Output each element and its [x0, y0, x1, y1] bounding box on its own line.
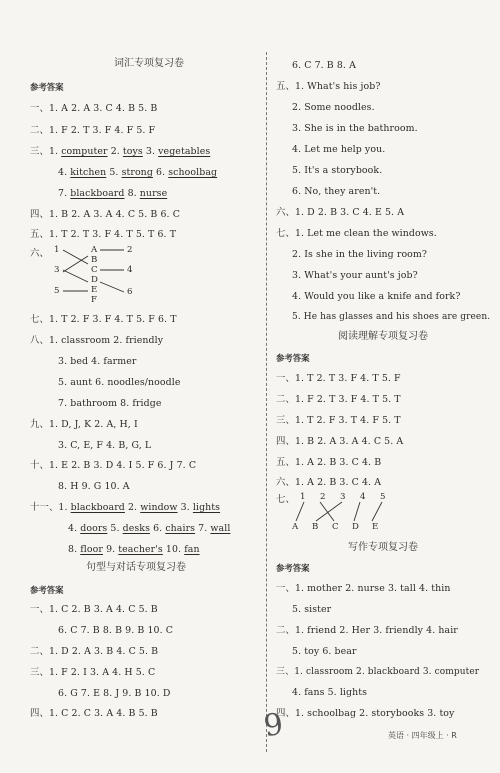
page-footer: 英语 · 四年级上 · R: [388, 731, 457, 740]
vocab-part-3-line-2: [58, 167, 217, 179]
match-bottom-item: A: [292, 522, 299, 532]
match-line: [63, 256, 88, 272]
reading-matching-diagram: [290, 490, 400, 536]
sentence-answer-heading: 参考答案: [30, 585, 64, 595]
match-left-item: 1: [54, 245, 60, 255]
answer-word: computer: [61, 146, 108, 157]
reading-section-title: 阅读理解专项复习卷: [338, 331, 428, 342]
writing-answer-heading: 参考答案: [276, 563, 310, 573]
sentence-part-1-line-2: 6. C 7. B 8. B 9. B 10. C: [58, 625, 174, 636]
match-line: [320, 502, 334, 521]
answer-word: schoolbag: [168, 167, 218, 178]
answer-word: blackboard: [70, 188, 125, 199]
sentence-part-1-line-1: 一、1. C 2. B 3. A 4. C 5. B: [30, 604, 158, 615]
answer-word: lights: [192, 502, 221, 513]
sentence-part-6: 六、1. D 2. B 3. C 4. E 5. A: [276, 207, 405, 218]
answer-number: 7.: [195, 523, 211, 534]
vocab-part-2: 二、1. F 2. T 3. F 4. F 5. F: [30, 125, 156, 136]
answer-word: doors: [80, 523, 108, 534]
sentence-part-3-line-2: 6. G 7. E 8. J 9. B 10. D: [58, 688, 171, 699]
answer-word: nurse: [139, 188, 168, 199]
match-left-item: 5: [54, 286, 60, 296]
vocab-part-1: 一、1. A 2. A 3. C 4. B 5. B: [30, 103, 158, 114]
answer-number: 2.: [107, 146, 123, 157]
writing-part-2-line-2: 5. toy 6. bear: [292, 646, 357, 657]
reading-part-4: 四、1. B 2. A 3. A 4. C 5. A: [276, 436, 404, 447]
answer-number: 5.: [107, 523, 123, 534]
answer-word: strong: [121, 167, 153, 178]
matching-lines: [52, 242, 162, 306]
reading-part-3: 三、1. T 2. F 3. T 4. F 5. T: [276, 415, 401, 426]
answer-number: 5.: [106, 167, 122, 178]
match-line: [296, 502, 304, 521]
answer-number: 4.: [68, 523, 81, 534]
vocab-section-title: 词汇专项复习卷: [114, 58, 184, 69]
writing-part-1-line-1: 一、1. mother 2. nurse 3. tall 4. thin: [276, 583, 451, 594]
match-top-item: 3: [340, 492, 346, 502]
vocab-part-9-line-1: 九、1. D, J, K 2. A, H, I: [30, 419, 138, 430]
answer-number: 8.: [124, 188, 140, 199]
vocab-part-8-line-2: 3. bed 4. farmer: [58, 356, 137, 367]
vocab-matching-diagram: [52, 242, 162, 306]
match-top-item: 4: [360, 492, 366, 502]
match-mid-item: D: [91, 275, 98, 285]
match-line: [372, 502, 382, 521]
sentence-part-7-line-3: 3. What's your aunt's job?: [292, 270, 418, 281]
match-bottom-item: E: [372, 522, 379, 532]
sentence-part-3-line-1: 三、1. F 2. I 3. A 4. H 5. C: [30, 667, 156, 678]
sentence-part-5-line-2: 2. Some noodles.: [292, 102, 375, 113]
answer-number: 7.: [58, 188, 71, 199]
answer-number: 6.: [152, 167, 169, 178]
reading-part-5: 五、1. A 2. B 3. C 4. B: [276, 457, 382, 468]
sentence-part-7-line-4: 4. Would you like a knife and fork?: [292, 291, 461, 302]
reading-part-6: 六、1. A 2. B 3. C 4. A: [276, 477, 382, 488]
answer-number: 9.: [102, 544, 119, 555]
answer-number: 2.: [124, 502, 141, 513]
answer-word: window: [140, 502, 178, 513]
match-mid-item: F: [91, 295, 97, 305]
answer-number: 4.: [58, 167, 71, 178]
sentence-part-4: 四、1. C 2. C 3. A 4. B 5. B: [30, 708, 158, 719]
answer-number: 三、1.: [30, 146, 62, 157]
match-mid-item: E: [91, 285, 98, 295]
answer-word: desks: [122, 523, 150, 534]
reading-part-1: 一、1. T 2. T 3. F 4. T 5. F: [276, 373, 401, 384]
match-top-item: 2: [320, 492, 326, 502]
match-line: [354, 502, 360, 521]
sentence-part-5-line-5: 5. It's a storybook.: [292, 165, 383, 176]
match-right-item: 4: [127, 265, 133, 275]
writing-part-2-line-1: 二、1. friend 2. Her 3. friendly 4. hair: [276, 625, 458, 636]
reading-answer-heading: 参考答案: [276, 353, 310, 363]
vocab-part-8-line-4: 7. bathroom 8. fridge: [58, 398, 162, 409]
match-bottom-item: C: [332, 522, 339, 532]
match-bottom-item: B: [312, 522, 319, 532]
answer-number: 3.: [142, 146, 159, 157]
sentence-part-5-line-4: 4. Let me help you.: [292, 144, 386, 155]
sentence-part-7-line-1: 七、1. Let me clean the windows.: [276, 228, 437, 239]
match-mid-item: C: [91, 265, 98, 275]
answer-word: wall: [210, 523, 231, 534]
answer-number: 10.: [162, 544, 185, 555]
answer-word: toys: [122, 146, 143, 157]
vocab-part-5: 五、1. T 2. T 3. F 4. T 5. T 6. T: [30, 229, 177, 240]
writing-part-1-line-2: 5. sister: [292, 604, 332, 615]
sentence-part-5-line-6: 6. No, they aren't.: [292, 186, 381, 197]
sentence-part-2: 二、1. D 2. A 3. B 4. C 5. B: [30, 646, 159, 657]
writing-part-4: 四、1. schoolbag 2. storybooks 3. toy: [276, 708, 455, 719]
vocab-part-8-line-1: 八、1. classroom 2. friendly: [30, 335, 164, 346]
answer-word: vegetables: [158, 146, 211, 157]
match-right-item: 2: [127, 245, 133, 255]
writing-part-3-line-1: 三、1. classroom 2. blackboard 3. computer: [276, 667, 480, 677]
vocab-part-10-line-1: 十、1. E 2. B 3. D 4. I 5. F 6. J 7. C: [30, 460, 197, 471]
match-top-item: 1: [300, 492, 306, 502]
sentence-part-7-line-5: 5. He has glasses and his shoes are green.: [292, 312, 491, 322]
answer-number: 十一、1.: [30, 502, 71, 513]
vocab-part-11-line-3: [68, 544, 200, 556]
answer-number: 3.: [177, 502, 193, 513]
vocab-part-8-line-3: 5. aunt 6. noodles/noodle: [58, 377, 181, 388]
vocab-part-3-line-1: [30, 146, 210, 158]
answer-word: blackboard: [70, 502, 125, 513]
writing-part-3-line-2: 4. fans 5. lights: [292, 687, 368, 698]
reading-part-2: 二、1. F 2. T 3. F 4. T 5. T: [276, 394, 401, 405]
match-mid-item: A: [91, 245, 98, 255]
sentence-part-5-line-1: 五、1. What's his job?: [276, 81, 381, 92]
handwritten-page-mark: 9: [261, 706, 286, 745]
match-bottom-item: D: [352, 522, 359, 532]
column-divider: [266, 52, 267, 752]
sentence-part-7-line-2: 2. Is she in the living room?: [292, 249, 428, 260]
match-line: [100, 282, 124, 292]
vocab-part-4: 四、1. B 2. A 3. A 4. C 5. B 6. C: [30, 209, 180, 220]
answer-number: 6.: [150, 523, 166, 534]
reading-part-7-label: 七、: [276, 494, 295, 505]
answer-word: teacher's: [118, 544, 163, 555]
match-line: [63, 270, 88, 282]
vocab-part-7: 七、1. T 2. F 3. F 4. T 5. F 6. T: [30, 314, 177, 325]
vocab-part-11-line-2: [68, 523, 230, 535]
sentence-part-4-continued: 6. C 7. B 8. A: [292, 60, 356, 71]
writing-section-title: 写作专项复习卷: [348, 542, 418, 553]
vocab-part-9-line-2: 3. C, E, F 4. B, G, L: [58, 440, 152, 451]
answer-word: kitchen: [70, 167, 107, 178]
match-line: [316, 502, 342, 521]
vocab-part-6-label: 六、: [30, 248, 49, 259]
answer-word: chairs: [165, 523, 196, 534]
sentence-part-5-line-3: 3. She is in the bathroom.: [292, 123, 418, 134]
answer-word: fan: [184, 544, 200, 555]
match-mid-item: B: [91, 255, 98, 265]
answer-number: 8.: [68, 544, 81, 555]
match-line: [63, 250, 88, 264]
answer-word: floor: [80, 544, 103, 555]
vocab-part-10-line-2: 8. H 9. G 10. A: [58, 481, 130, 492]
vocab-answer-heading: 参考答案: [30, 82, 64, 92]
match-right-item: 6: [127, 287, 133, 297]
match-left-item: 3: [54, 265, 60, 275]
match-top-item: 5: [380, 492, 386, 502]
sentence-section-title: 句型与对话专项复习卷: [86, 562, 186, 573]
vocab-part-3-line-3: [58, 188, 167, 200]
vocab-part-11-line-1: [30, 502, 220, 514]
